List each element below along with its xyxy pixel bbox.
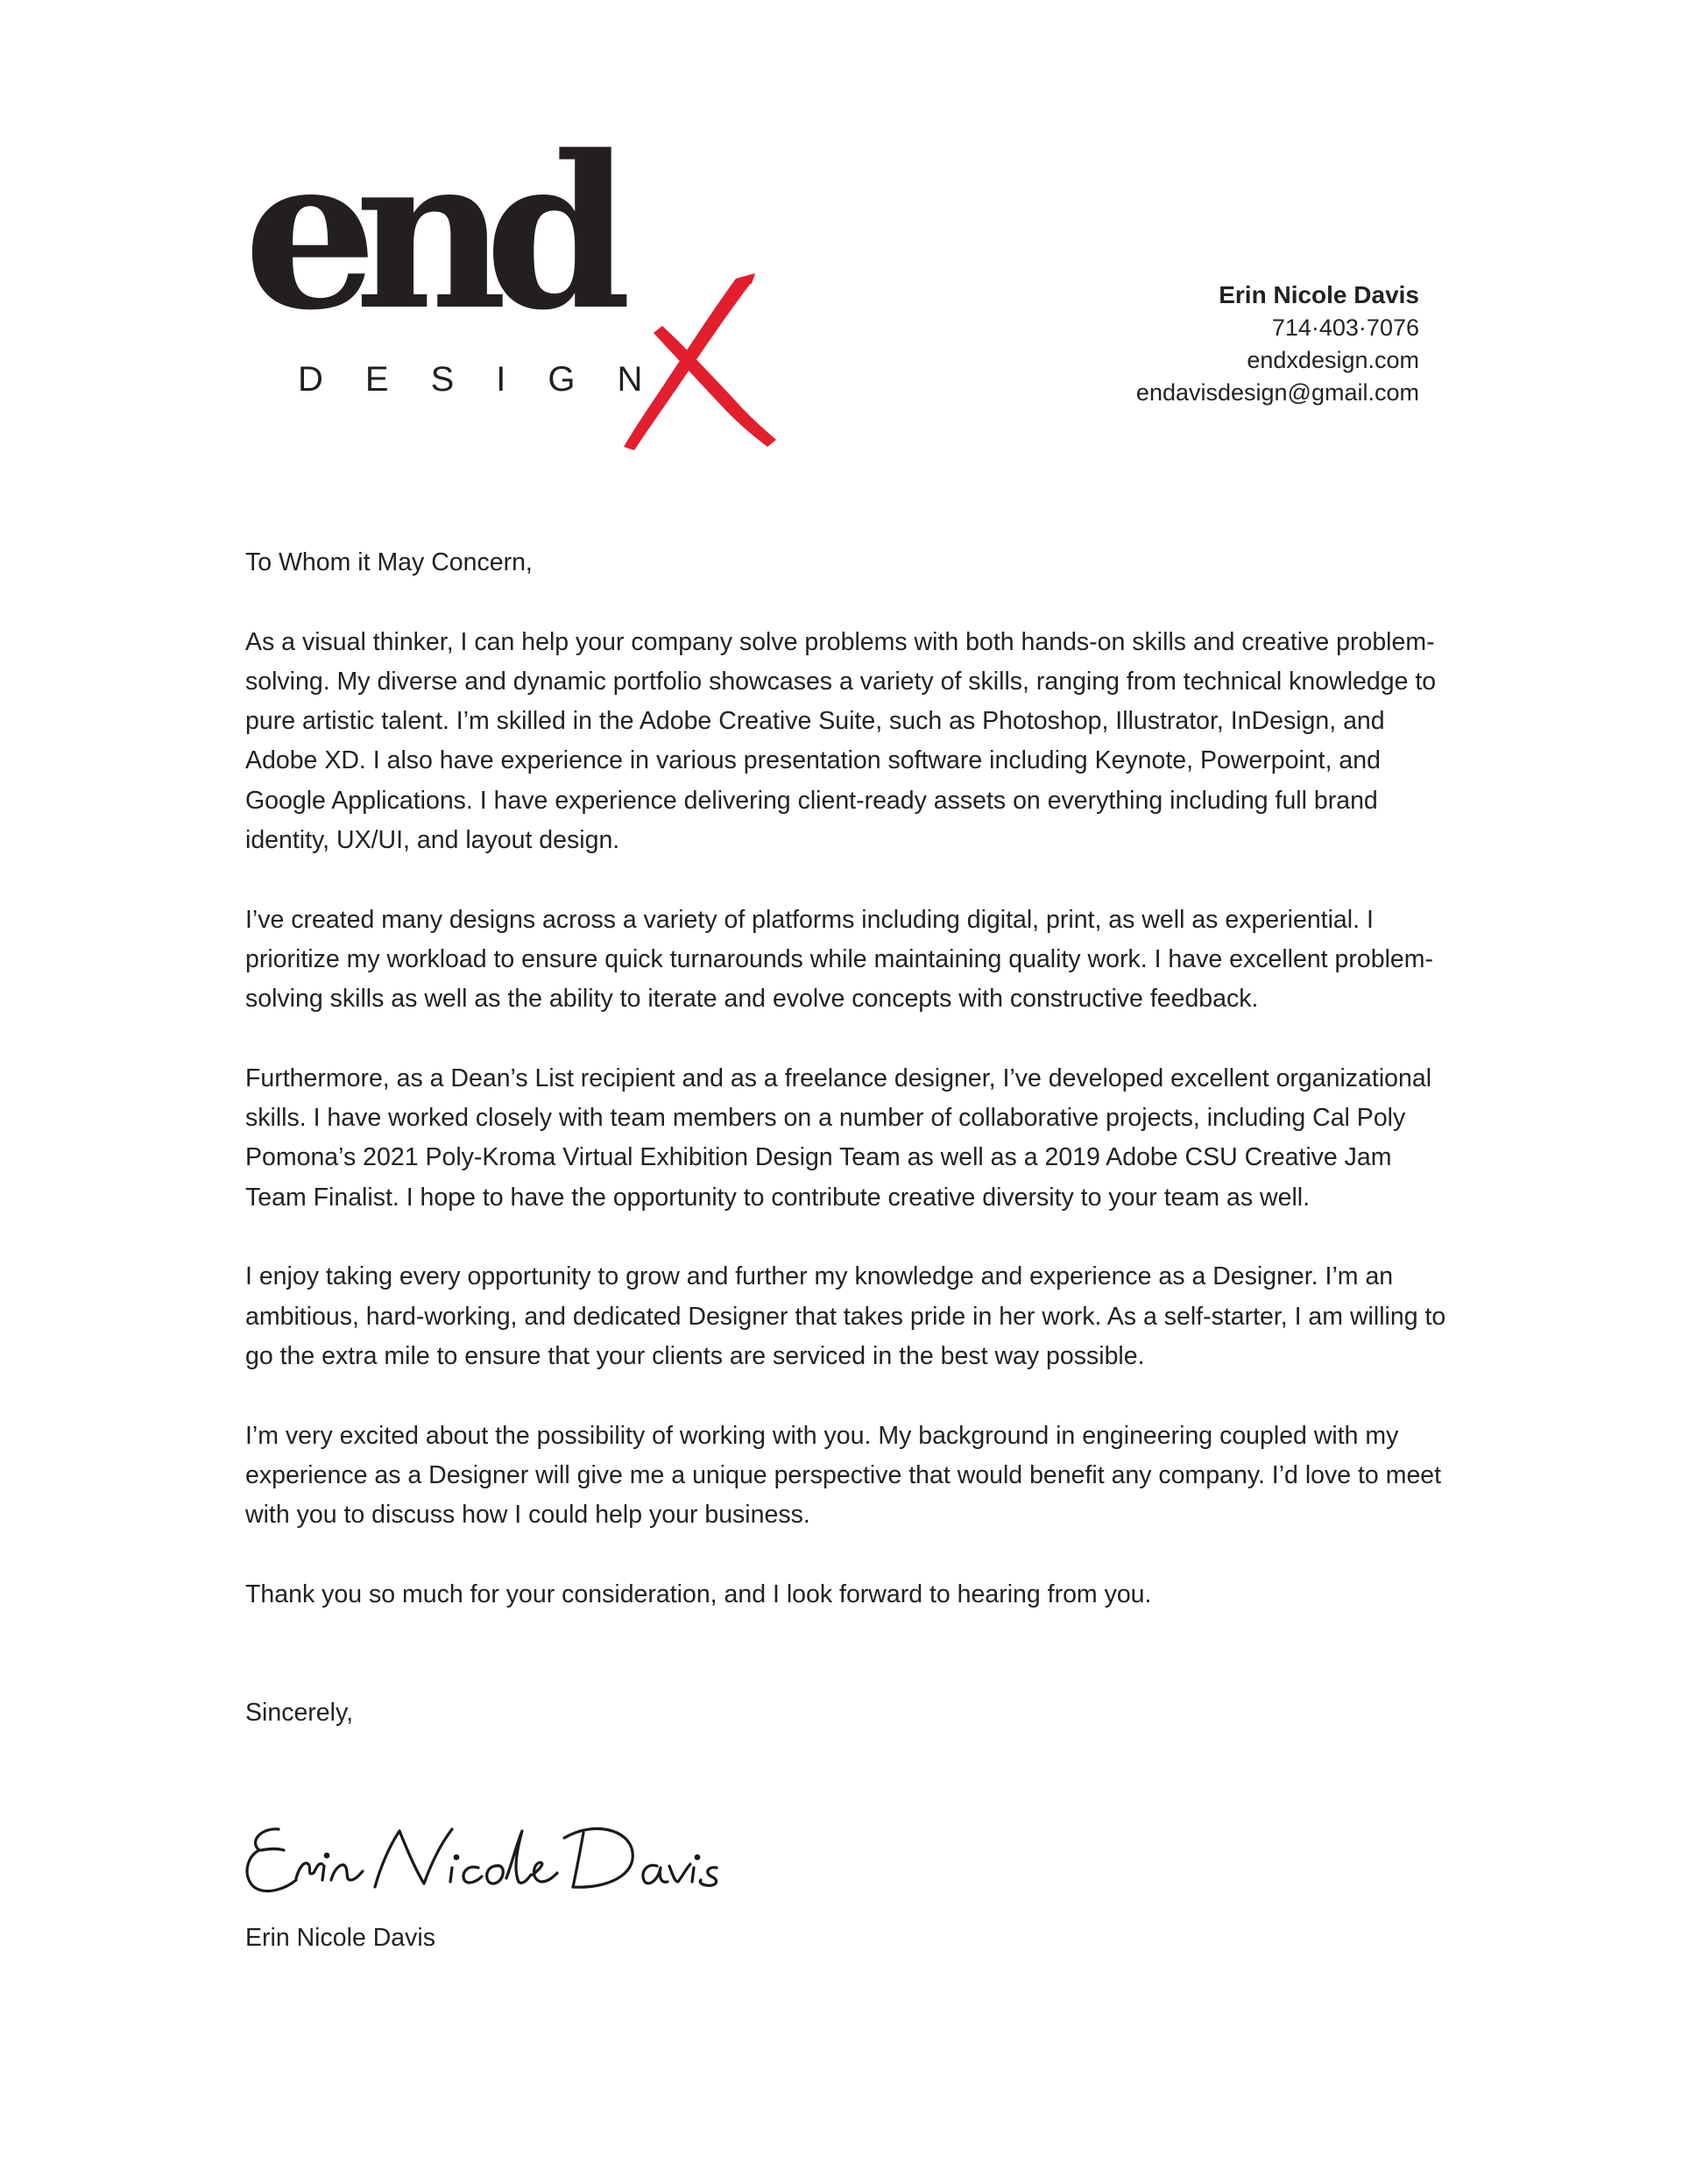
letter-paragraph: I enjoy taking every opportunity to grow and further my knowledge and experience as a Designer. I’m an ambitious, hard-working, and dedicated Designer that takes pride in her work. As a self-starter, I am willing to go the extra mile to ensure that your clients are serviced in the best way possible. [245,1262,1446,1370]
letter-paragraph: Furthermore, as a Dean’s List recipient and as a freelance designer, I’ve developed excellent organizational skills. I have worked closely with team members on a number of collaborative projects, including Cal Poly Pomona’s 2021 Poly-Kroma Virtual Exhibition Design Team as well as a 2019 Adobe CSU Creative Jam Team Finalist. I hope to have the opportunity to contribute creative diversity to your team as well. [245,1064,1432,1212]
contact-name: Erin Nicole Davis [1219,281,1419,308]
endx-design-logo [244,110,769,419]
letter-closing: Sincerely, [245,1699,354,1728]
contact-email[interactable]: endavisdesign@gmail.com [1135,379,1419,406]
contact-block [1136,279,1419,409]
letter-body [245,543,1454,1733]
letter-salutation: To Whom it May Concern, [245,548,533,576]
letter-paragraph: Thank you so much for your consideration, and I look forward to hearing from you. [245,1580,1152,1608]
logo-x-mark-icon [604,252,780,454]
handwritten-signature [244,1812,734,1908]
letter-paragraph: I’m very excited about the possibility of working with you. My background in engineering coupled with my experience as a Designer will give me a unique perspective that would benefit any company. I’d love to meet with you to discuss how I could help your business. [245,1421,1442,1530]
contact-phone: 714·403·7076 [1271,315,1419,341]
logo-subtitle: DESIGN [298,360,685,399]
signed-name: Erin Nicole Davis [245,1924,435,1952]
letter-paragraph: I’ve created many designs across a variety of platforms including digital, print, as well as experiential. I prioritize my workload to ensure quick turnarounds while maintaining quality work. I have excellent problem-solving skills as well as the ability to iterate and evolve concepts with constructive feedback. [245,905,1433,1014]
letter-paragraph: As a visual thinker, I can help your company solve problems with both hands-on skills and creative problem-solving. My diverse and dynamic portfolio showcases a variety of skills, ranging from technical knowledge to pure artistic talent. I’m skilled in the Adobe Creative Suite, such as Photoshop, Illustrator, InDesign, and Adobe XD. I also have experience in various presentation software including Keynote, Powerpoint, and Google Applications. I have experience delivering client-ready assets on everything including full brand identity, UX/UI, and layout design. [245,627,1437,855]
contact-website[interactable]: endxdesign.com [1247,347,1419,373]
logo-wordmark: end [244,110,609,357]
